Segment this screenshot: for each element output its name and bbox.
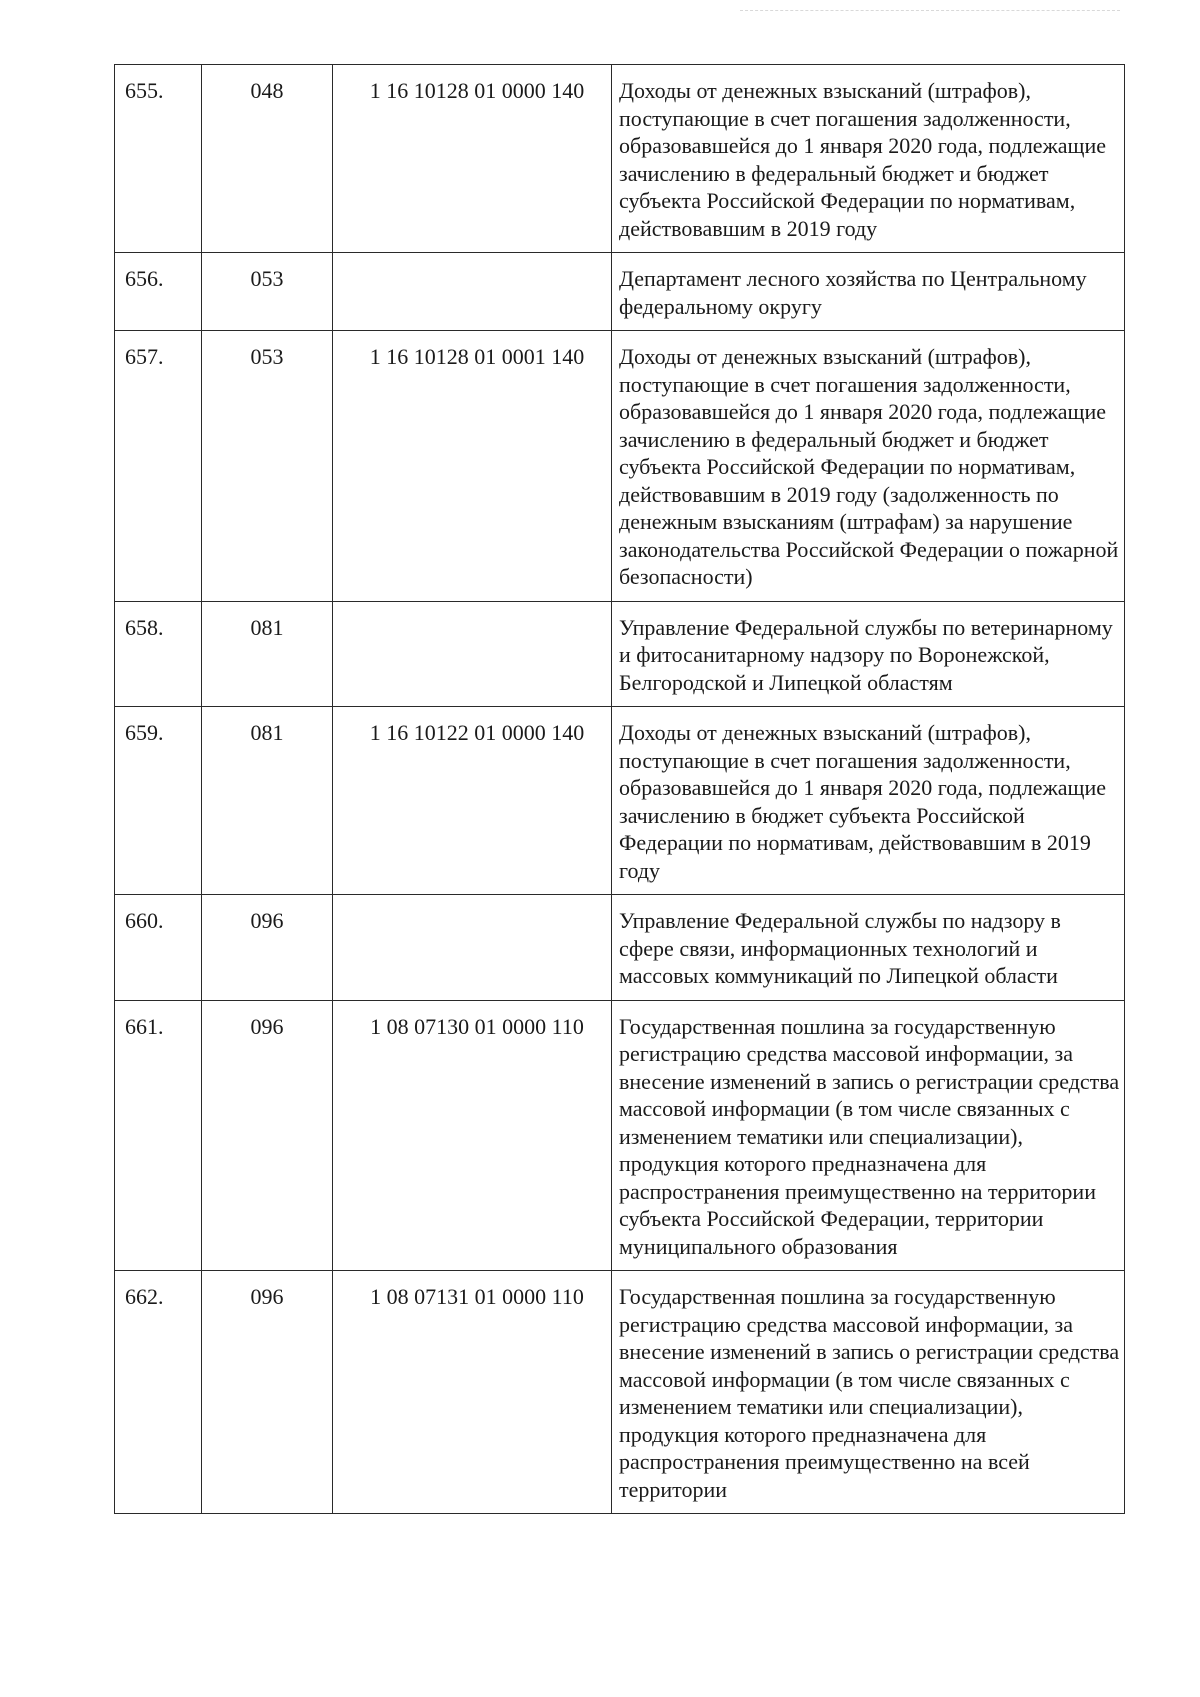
table-row: [115, 1271, 1125, 1514]
table-row: [115, 65, 1125, 253]
revenue-name: Доходы от денежных взысканий (штрафов), поступающие в счет погашения задолженности, образовавшейся до 1 января 2020 года, подлежащие зачислению в федеральный бюджет и бюджет субъекта Российской Федерации по нормативам, действовавшим в 2019 году: [612, 65, 1125, 253]
revenue-name: Государственная пошлина за государственную регистрацию средства массовой информации, за внесение изменений в запись о регистрации средства массовой информации (в том числе связанных с изменением тематики или специализации), продукция которого предназначена для распространения преимущественно на всей территории: [612, 1271, 1125, 1514]
table-row: [115, 253, 1125, 331]
revenue-name: Государственная пошлина за государственную регистрацию средства массовой информации, за внесение изменений в запись о регистрации средства массовой информации (в том числе связанных с изменением тематики или специализации), продукция которого предназначена для распространения преимущественно на территории субъекта Российской Федерации, территории муниципального образования: [612, 1000, 1125, 1271]
admin-code: 096: [202, 895, 333, 1001]
table-row: [115, 601, 1125, 707]
revenue-name: Управление Федеральной службы по надзору в сфере связи, информационных технологий и массовых коммуникаций по Липецкой области: [612, 895, 1125, 1001]
revenue-code: 1 16 10128 01 0000 140: [333, 65, 612, 253]
revenue-code: 1 16 10128 01 0001 140: [333, 331, 612, 602]
revenue-code: 1 08 07131 01 0000 110: [333, 1271, 612, 1514]
admin-code: 081: [202, 601, 333, 707]
admin-code: 096: [202, 1271, 333, 1514]
row-number: 662.: [115, 1271, 202, 1514]
table-row: [115, 1000, 1125, 1271]
revenue-name: Доходы от денежных взысканий (штрафов), поступающие в счет погашения задолженности, образовавшейся до 1 января 2020 года, подлежащие зачислению в федеральный бюджет и бюджет субъекта Российской Федерации по нормативам, действовавшим в 2019 году (задолженность по денежным взысканиям (штрафам) за нарушение законодательства Российской Федерации о пожарной безопасности): [612, 331, 1125, 602]
row-number: 660.: [115, 895, 202, 1001]
revenue-code: [333, 601, 612, 707]
revenue-name: Доходы от денежных взысканий (штрафов), поступающие в счет погашения задолженности, образовавшейся до 1 января 2020 года, подлежащие зачислению в бюджет субъекта Российской Федерации по нормативам, действовавшим в 2019 году: [612, 707, 1125, 895]
revenue-code: 1 16 10122 01 0000 140: [333, 707, 612, 895]
row-number: 658.: [115, 601, 202, 707]
admin-code: 048: [202, 65, 333, 253]
row-number: 657.: [115, 331, 202, 602]
revenue-code: 1 08 07130 01 0000 110: [333, 1000, 612, 1271]
row-number: 661.: [115, 1000, 202, 1271]
admin-code: 081: [202, 707, 333, 895]
revenue-codes-table: [114, 64, 1125, 1514]
admin-code: 053: [202, 253, 333, 331]
table-row: [115, 707, 1125, 895]
row-number: 659.: [115, 707, 202, 895]
admin-code: 053: [202, 331, 333, 602]
row-number: 655.: [115, 65, 202, 253]
row-number: 656.: [115, 253, 202, 331]
table-row: [115, 895, 1125, 1001]
revenue-code: [333, 895, 612, 1001]
revenue-name: Департамент лесного хозяйства по Центральному федеральному округу: [612, 253, 1125, 331]
table-row: [115, 331, 1125, 602]
admin-code: 096: [202, 1000, 333, 1271]
revenue-name: Управление Федеральной службы по ветеринарному и фитосанитарному надзору по Воронежской, Белгородской и Липецкой областям: [612, 601, 1125, 707]
revenue-code: [333, 253, 612, 331]
scan-edge-artifact: [740, 10, 1120, 11]
